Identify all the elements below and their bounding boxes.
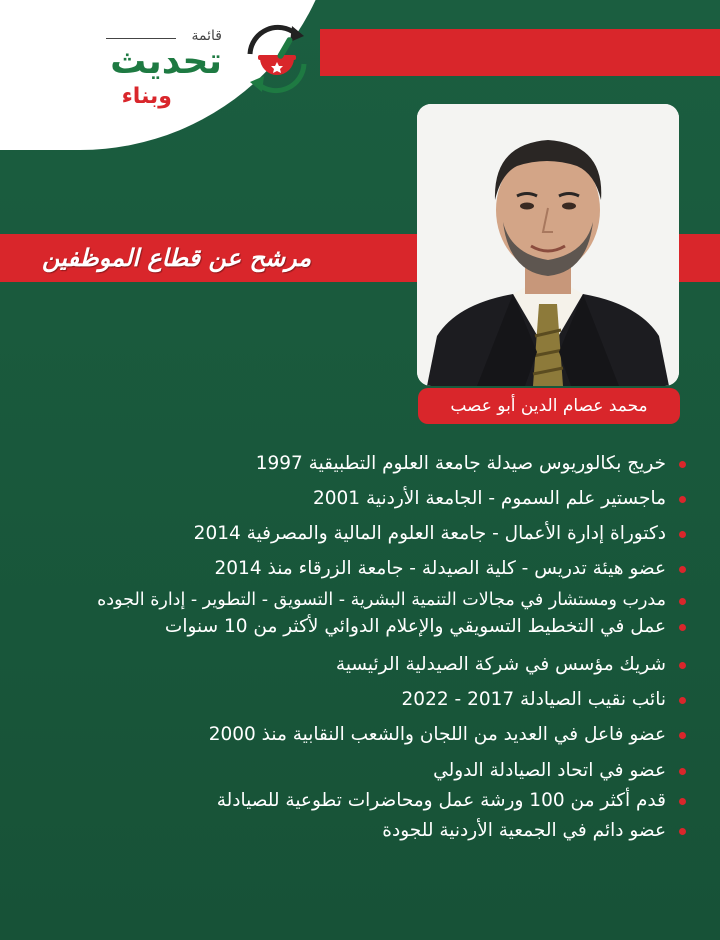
logo-divider-line xyxy=(106,38,176,39)
list-item xyxy=(12,615,692,639)
list-item-text: عضو في اتحاد الصيادلة الدولي xyxy=(433,760,666,782)
candidate-name: محمد عصام الدين أبو عصب xyxy=(418,388,680,424)
qualifications-list xyxy=(12,452,692,843)
list-item xyxy=(12,723,692,747)
list-item-text: قدم أكثر من 100 ورشة عمل ومحاضرات تطوعية للصيادلة xyxy=(216,790,666,812)
list-item-text: خريج بكالوريوس صيدلة جامعة العلوم التطبيقية 1997 xyxy=(255,453,666,474)
mortar-pestle-recycle-icon xyxy=(236,18,318,100)
bullet-dot-icon xyxy=(679,566,686,573)
bullet-dot-icon xyxy=(679,662,686,669)
candidate-photo xyxy=(417,104,679,386)
list-item-text: عضو دائم في الجمعية الأردنية للجودة xyxy=(382,820,666,842)
list-item xyxy=(12,819,692,843)
bullet-dot-icon xyxy=(679,461,686,468)
list-item xyxy=(12,452,692,476)
bullet-dot-icon xyxy=(679,828,686,835)
list-item xyxy=(12,759,692,783)
bullet-dot-icon xyxy=(679,624,686,631)
bullet-dot-icon xyxy=(679,798,686,805)
list-item-text: دكتوراة إدارة الأعمال - جامعة العلوم المالية والمصرفية 2014 xyxy=(193,523,666,545)
list-item xyxy=(12,653,692,677)
list-item-text: عضو هيئة تدريس - كلية الصيدلة - جامعة الزرقاء منذ 2014 xyxy=(214,558,666,580)
logo-main-text: تحديث xyxy=(110,41,222,82)
candidate-category-label: مرشح عن قطاع الموظفين xyxy=(42,243,312,272)
bullet-dot-icon xyxy=(679,768,686,775)
campaign-logo xyxy=(88,12,318,122)
list-item-text: نائب نقيب الصيادلة 2017 - 2022 xyxy=(401,689,666,711)
bullet-dot-icon xyxy=(679,496,686,503)
bullet-dot-icon xyxy=(679,598,686,605)
list-item-text: عضو فاعل في العديد من اللجان والشعب النقابية منذ 2000 xyxy=(208,724,666,746)
bullet-dot-icon xyxy=(679,531,686,538)
red-band-top xyxy=(320,29,720,76)
list-item-text: مدرب ومستشار في مجالات التنمية البشرية - التسويق - التطوير - إدارة الجوده xyxy=(97,590,666,611)
list-item xyxy=(12,557,692,581)
list-item-text: عمل في التخطيط التسويقي والإعلام الدوائي لأكثر من 10 سنوات xyxy=(164,615,666,637)
list-item xyxy=(12,487,692,511)
list-item xyxy=(12,688,692,712)
list-item xyxy=(12,589,692,612)
list-item xyxy=(12,789,692,813)
bullet-dot-icon xyxy=(679,732,686,739)
list-item-text: شريك مؤسس في شركة الصيدلية الرئيسية xyxy=(335,653,666,675)
list-item xyxy=(12,522,692,546)
bullet-dot-icon xyxy=(679,697,686,704)
logo-sub-text: وبناء xyxy=(121,84,172,109)
logo-small-text: قائمة xyxy=(191,28,222,44)
list-item-text: ماجستير علم السموم - الجامعة الأردنية 2001 xyxy=(313,488,666,510)
